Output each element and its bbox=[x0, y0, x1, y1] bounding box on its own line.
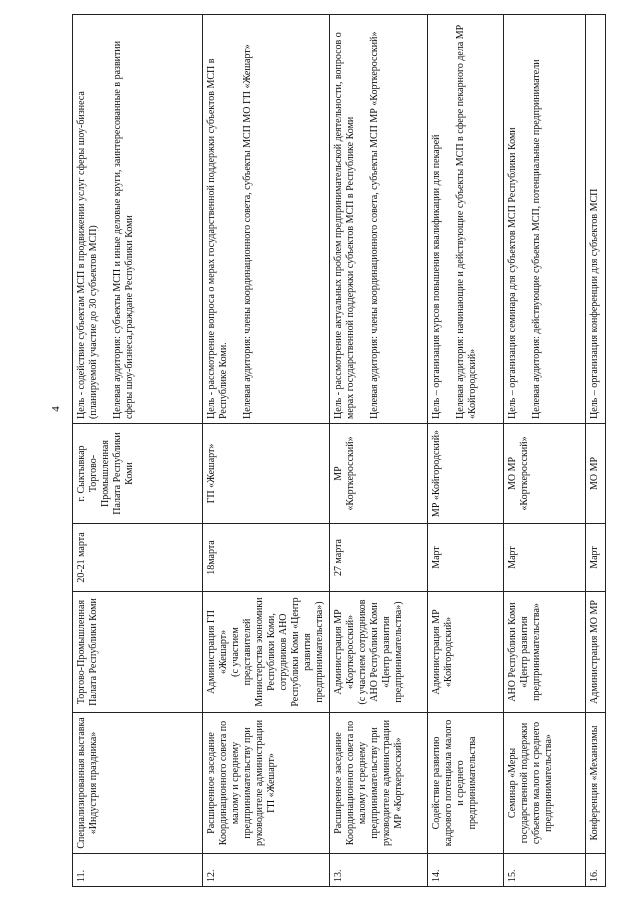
event-goal: Цель – организация конференции для субъектов МСП bbox=[586, 15, 606, 424]
event-date: 27 марта bbox=[330, 524, 428, 592]
row-number: 16. bbox=[586, 854, 606, 887]
rotated-page bbox=[72, 15, 600, 887]
events-table bbox=[72, 14, 606, 887]
row-number: 11. bbox=[73, 854, 203, 887]
event-place: ГП «Жешарт» bbox=[203, 424, 330, 524]
organizer: Администрация МР «Корткеросский» (с участием сотрудников АНО Республики Коми «Центр развития предпринимательства») bbox=[330, 592, 428, 713]
event-goal: Цель – организация семинара для субъектов МСП Республики Коми Целевая аудитория: действующие субъекты МСП, потенциальные предприниматели bbox=[504, 15, 586, 424]
event-goal: Цель - содействие субъектам МСП в продвижении услуг сферы шоу-бизнеса (планируемой участие до 30 субъектов МСП) Целевая аудитория: субъекты МСП и иные деловые круги, заинтересованные в развитии сферы шоу-бизнеса,граждане Республики Коми bbox=[73, 15, 203, 424]
table-row bbox=[73, 15, 203, 887]
row-number: 14. bbox=[428, 854, 504, 887]
event-place: МР «Койгородский» bbox=[428, 424, 504, 524]
event-name: Специализированная выставка «Индустрия праздника» bbox=[73, 713, 203, 854]
row-number: 13. bbox=[330, 854, 428, 887]
organizer: Администрация ГП «Жешарт» (с участием представителей Министерства экономики Республики Коми, сотрудников АНО Республики Коми «Центр развития предпринимательства») bbox=[203, 592, 330, 713]
event-date: Март bbox=[504, 524, 586, 592]
event-date: 18марта bbox=[203, 524, 330, 592]
event-name: Содействие развитию кадрового потенциала малого и среднего предпринимательства bbox=[428, 713, 504, 854]
organizer: Торгово-Промышленная Палата Республики Коми bbox=[73, 592, 203, 713]
table-row bbox=[428, 15, 504, 887]
organizer: АНО Республики Коми «Центр развития предпринимательства» bbox=[504, 592, 586, 713]
page-number: 4 bbox=[50, 406, 62, 412]
event-name: Семинар «Меры государственной поддержки субъектов малого и среднего предпринимательства» bbox=[504, 713, 586, 854]
table-row bbox=[330, 15, 428, 887]
event-goal: Цель - рассмотрение вопроса о мерах государственной поддержки субъектов МСП в Республике Коми. Целевая аудитория: члены координационного совета, субъекты МСП МО ГП «Жешарт» bbox=[203, 15, 330, 424]
event-place: г. Сыктывкар Торгово- Промышленная Палата Республики Коми bbox=[73, 424, 203, 524]
table-row bbox=[504, 15, 586, 887]
event-place: МО МР «Корткеросский» bbox=[504, 424, 586, 524]
table-row bbox=[203, 15, 330, 887]
event-goal: Цель - рассмотрение актуальных проблем предпринимательской деятельности, вопросов о мерах государственной поддержки субъектов МСП в Республике Коми Целевая аудитория: члены координационного совета, субъекты МСП МР «Корткеросский» bbox=[330, 15, 428, 424]
event-date: 20-21 марта bbox=[73, 524, 203, 592]
event-name: Расширенное заседание Координационного совета по малому и среднему предпринимательству при руководителе администрации МР «Корткеросский» bbox=[330, 713, 428, 854]
event-name: Расширенное заседание Координационного совета по малому и среднему предпринимательству при руководителе администрации ГП «Жешарт» bbox=[203, 713, 330, 854]
event-goal: Цель – организация курсов повышения квалификации для пекарей Целевая аудитория: начинающие и действующие субъекты МСП в сфере пекарного дела МР «Койгородский» bbox=[428, 15, 504, 424]
table-row bbox=[586, 15, 606, 887]
row-number: 15. bbox=[504, 854, 586, 887]
organizer: Администрация МР «Койгородский» bbox=[428, 592, 504, 713]
organizer: Администрация МО МР bbox=[586, 592, 606, 713]
event-place: МО МР bbox=[586, 424, 606, 524]
event-date: Март bbox=[428, 524, 504, 592]
row-number: 12. bbox=[203, 854, 330, 887]
event-name: Конференция «Механизмы bbox=[586, 713, 606, 854]
event-date: Март bbox=[586, 524, 606, 592]
event-place: МР «Корткеросский» bbox=[330, 424, 428, 524]
